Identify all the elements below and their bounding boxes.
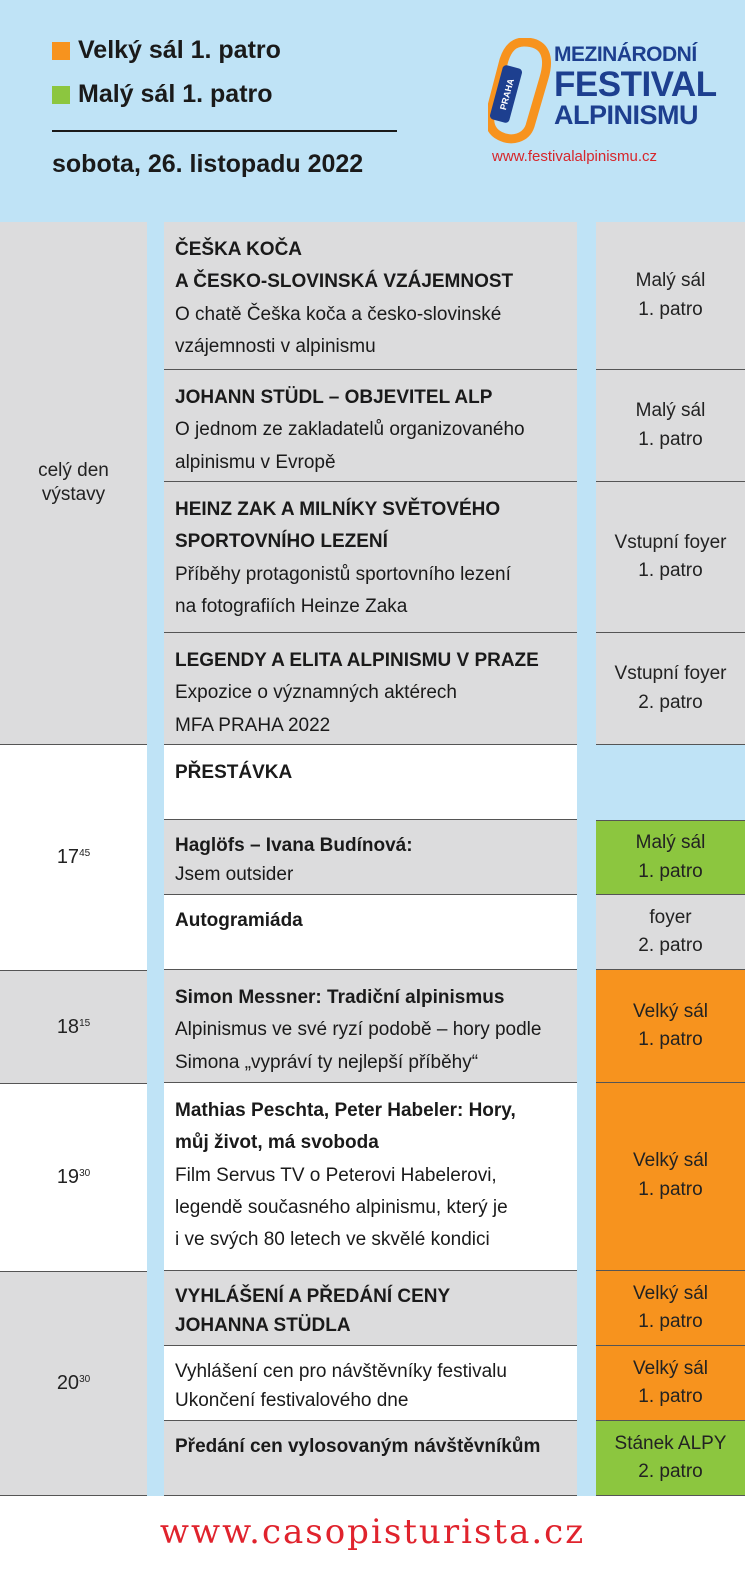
venue-cell-empty <box>596 745 745 820</box>
venue-cell: Velký sál 1. patro <box>596 1271 745 1346</box>
carabiner-icon <box>488 38 554 144</box>
program-item <box>164 1421 577 1496</box>
program-item <box>164 370 577 482</box>
program-title: PŘESTÁVKA <box>175 762 293 783</box>
venue-cell: Malý sál 1. patro <box>596 370 745 482</box>
time-cell <box>0 1083 147 1271</box>
program-description: O chatě Češka koča a česko-slovinské vzájemnosti v alpinismu <box>175 303 502 357</box>
logo-line-2: FESTIVAL <box>554 65 717 104</box>
program-description: Vyhlášení cen pro návštěvníky festivalu Ukončení festivalového dne <box>175 1361 507 1411</box>
time-label: $18^{15}$ <box>56 1015 91 1038</box>
program-item <box>164 820 577 895</box>
logo-badge: PRAHA <box>497 77 516 112</box>
program-description: Alpinismus ve své ryzí podobě – hory podle Simona „vypráví ty nejlepší příběhy“ <box>175 1019 542 1073</box>
time-label: $19^{30}$ <box>56 1166 91 1188</box>
program-description: Expozice o významných aktérech MFA PRAHA 2022 <box>175 682 457 736</box>
program-title: Předání cen vylosovaným návštěvníkům <box>175 1436 541 1457</box>
festival-logo <box>488 36 717 146</box>
program-description: O jednom ze zakladatelů organizovaného alpinismu v Evropě <box>175 419 525 473</box>
program-item <box>164 1271 577 1346</box>
program-description: Příběhy protagonistů sportovního lezení na fotografiích Heinze Zaka <box>175 563 511 617</box>
program-title: Haglöfs – Ivana Budínová: <box>175 835 413 856</box>
venue-cell: Stánek ALPY 2. patro <box>596 1421 745 1496</box>
venue-cell: foyer 2. patro <box>596 895 745 970</box>
program-item <box>164 1346 577 1421</box>
time-cell <box>0 970 147 1083</box>
program-title: HEINZ ZAK A MILNÍKY SVĚTOVÉHO SPORTOVNÍHO LEZENÍ <box>175 499 501 553</box>
legend-label: Malý sál 1. patro <box>78 80 273 108</box>
program-title: ČEŠKA KOČA A ČESKO-SLOVINSKÁ VZÁJEMNOST <box>175 239 514 293</box>
column-separator-right <box>577 222 596 1496</box>
time-label: $20^{30}$ <box>56 1372 91 1394</box>
event-date: sobota, 26. listopadu 2022 <box>52 150 364 178</box>
footer-url[interactable]: www.casopisturista.cz <box>159 1512 586 1552</box>
program-item <box>164 482 577 633</box>
exhibitions-label: celý den výstavy <box>38 460 109 505</box>
time-cell <box>0 745 147 970</box>
program-item <box>164 1083 577 1271</box>
program-title: LEGENDY A ELITA ALPINISMU V PRAZE <box>175 650 539 671</box>
venue-cell: Malý sál 1. patro <box>596 820 745 895</box>
legend-item-velky-sal <box>52 36 281 65</box>
time-cell <box>0 1271 147 1496</box>
column-separator-left <box>147 222 164 1496</box>
legend-item-maly-sal <box>52 80 273 109</box>
program-title: Mathias Peschta, Peter Habeler: Hory, můj život, má svoboda <box>175 1100 516 1154</box>
program-title: Simon Messner: Tradiční alpinismus <box>175 987 505 1008</box>
exhibitions-label-cell <box>0 222 147 745</box>
time-label: $17^{45}$ <box>56 846 91 868</box>
program-title: JOHANN STÜDL – OBJEVITEL ALP <box>175 387 493 408</box>
program-title: Autogramiáda <box>175 910 303 931</box>
venue-cell: Vstupní foyer 2. patro <box>596 633 745 745</box>
venue-cell: Velký sál 1. patro <box>596 970 745 1083</box>
program-item <box>164 222 577 370</box>
logo-line-3: ALPINISMU <box>554 100 698 130</box>
venue-cell: Vstupní foyer 1. patro <box>596 482 745 633</box>
legend-swatch-green <box>52 86 70 104</box>
logo-line-1: MEZINÁRODNÍ <box>554 43 697 66</box>
program-item <box>164 970 577 1083</box>
festival-url[interactable]: www.festivalalpinismu.cz <box>492 148 658 165</box>
program-item <box>164 633 577 745</box>
program-title: VYHLÁŠENÍ A PŘEDÁNÍ CENY JOHANNA STÜDLA <box>175 1286 451 1336</box>
venue-cell: Velký sál 1. patro <box>596 1083 745 1271</box>
program-description: Film Servus TV o Peterovi Habelerovi, legendě současného alpinismu, který je i ve svých 80 letech ve skvělé kondici <box>175 1164 508 1251</box>
venue-cell: Malý sál 1. patro <box>596 222 745 370</box>
legend-label: Velký sál 1. patro <box>78 36 281 64</box>
program-description: Jsem outsider <box>175 863 294 885</box>
legend-swatch-orange <box>52 42 70 60</box>
venue-cell: Velký sál 1. patro <box>596 1346 745 1421</box>
header-divider <box>52 130 397 132</box>
program-item-break <box>164 745 577 820</box>
program-item <box>164 895 577 970</box>
